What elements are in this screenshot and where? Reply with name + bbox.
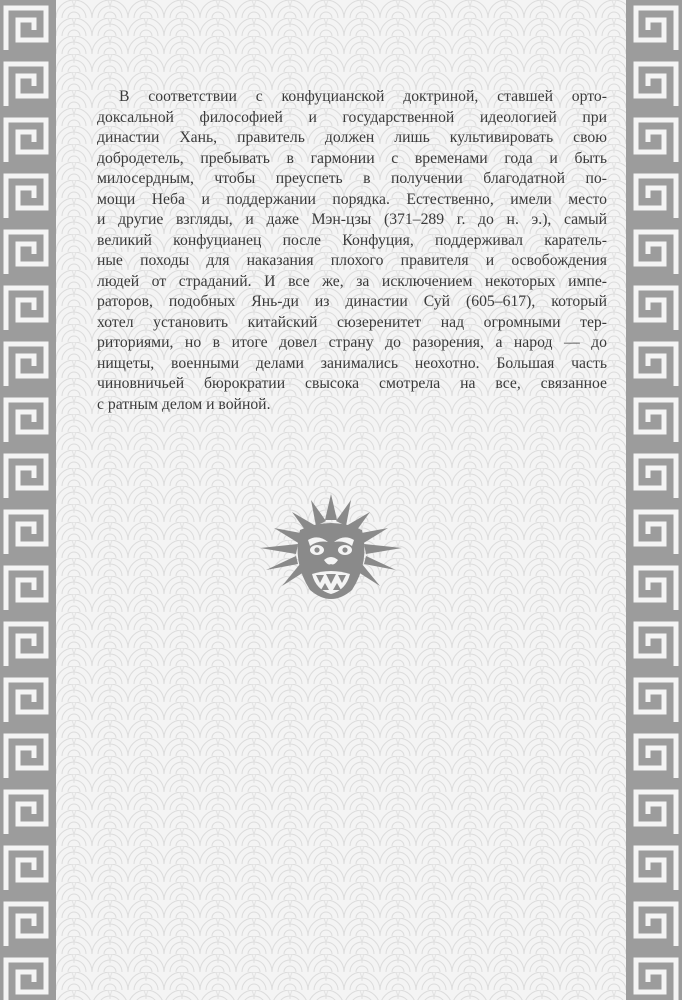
text-line: доксальной философией и государственной идеологией при — [97, 108, 607, 126]
text-line: раторов, подобных Янь-ди из династии Суй (605–617), который — [97, 293, 607, 310]
text-line: хотел установить китайский сюзеренитет над огромными тер- — [97, 313, 607, 331]
page-paper — [56, 0, 626, 1000]
text-line: династии Хань, правитель должен лишь культивировать свою — [97, 129, 607, 146]
text-line: чиновничьей бюрократии свысока смотрела на все, связанное — [97, 375, 607, 392]
text-line: с ратным делом и войной. — [97, 395, 271, 413]
text-line: милосердным, чтобы преуспеть в получении благодатной по- — [97, 170, 607, 187]
text-line: людей от страданий. И все же, за исключением некоторых импе- — [97, 272, 607, 290]
meander-pattern-right — [626, 0, 682, 1000]
text-line: великий конфуцианец после Конфуция, поддерживал каратель- — [97, 231, 607, 249]
meander-pattern-left — [0, 0, 56, 1000]
text-line: риториями, но в итоге довел страну до разорения, а народ — до — [97, 334, 607, 351]
right-meander-border — [626, 0, 682, 1000]
dragon-mask-icon — [256, 490, 406, 610]
text-line: добродетель, пребывать в гармонии с временами года и быть — [97, 149, 607, 167]
body-paragraph — [97, 87, 607, 415]
dragon-mask-drawing — [256, 490, 406, 610]
text-line: ные походы для наказания плохого правителя и освобождения — [97, 252, 607, 269]
text-line: В соответствии с конфуцианской доктриной, ставшей орто- — [119, 88, 607, 105]
left-meander-border — [0, 0, 56, 1000]
text-line: и другие взгляды, и даже Мэн-цзы (371–289 г. до н. э.), самый — [97, 211, 607, 228]
text-line: нищеты, военными делами занимались неохотно. Большая часть — [97, 354, 607, 372]
text-line: мощи Неба и поддержании порядка. Естественно, имели место — [97, 190, 607, 208]
